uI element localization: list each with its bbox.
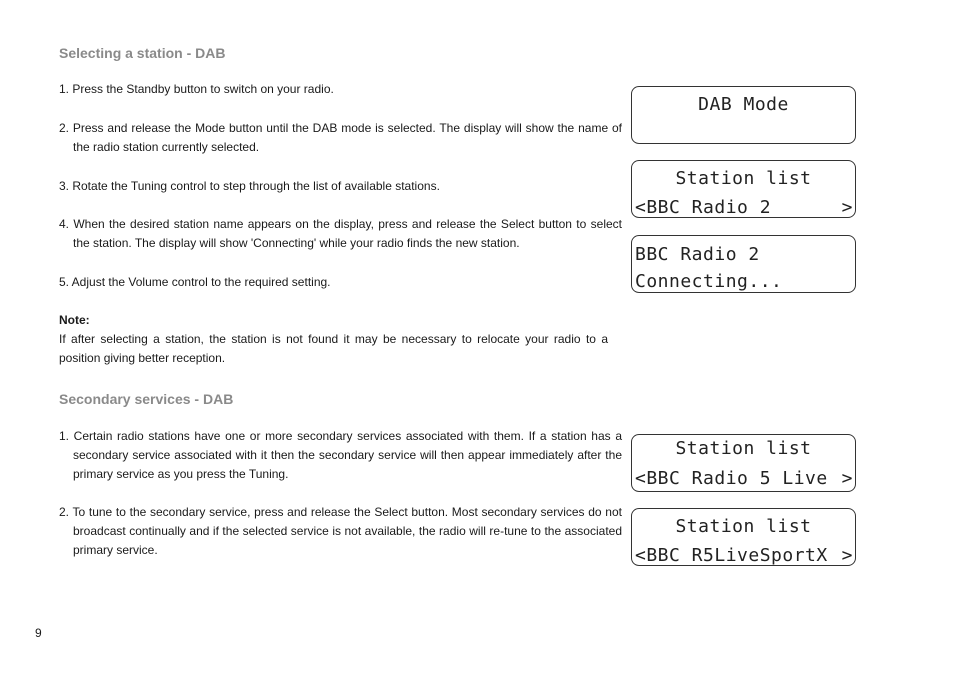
lcd-line-2: <BBC Radio 5 Live — [635, 468, 828, 489]
lcd-display-station-list-sportx — [631, 508, 856, 566]
note-title: Note: — [59, 313, 90, 327]
lcd-line-2: Connecting... — [635, 271, 783, 292]
lcd-line-1: BBC Radio 2 — [635, 244, 760, 265]
step-3: 3. Rotate the Tuning control to step through the list of available stations. — [59, 179, 440, 193]
lcd-line-1: DAB Mode — [698, 94, 789, 115]
page-number: 9 — [35, 626, 42, 640]
lcd-display-dab-mode — [631, 86, 856, 144]
lcd-line-1: Station list — [675, 438, 812, 459]
lcd-display-connecting — [631, 235, 856, 293]
note-text: If after selecting a station, the station is not found it may be necessary to relocate your radio to a position giving better reception. — [59, 332, 608, 365]
secondary-step-2: 2. To tune to the secondary service, press and release the Select button. Most secondary services do not broadcast continually and if the selected service is not available, the radio will re-tune to the associated primary service. — [59, 505, 622, 557]
lcd-line-2: <BBC R5LiveSportX — [635, 545, 828, 566]
lcd-line-1: Station list — [675, 168, 812, 189]
section-heading-selecting-station: Selecting a station - DAB — [59, 45, 226, 61]
section-heading-secondary-services: Secondary services - DAB — [59, 391, 234, 407]
lcd-line-2: <BBC Radio 2 — [635, 197, 772, 218]
lcd-right-arrow: > — [841, 545, 853, 566]
lcd-display-station-list-radio5 — [631, 434, 856, 492]
lcd-line-1: Station list — [675, 516, 812, 537]
step-4: 4. When the desired station name appears on the display, press and release the Select button to select the station. The display will show 'Connecting' while your radio finds the new station. — [59, 217, 622, 250]
secondary-step-1: 1. Certain radio stations have one or more secondary services associated with them. If a station has a secondary service associated with it then the secondary service will then appear immediately after the primary service as you press the Tuning. — [59, 429, 622, 481]
lcd-right-arrow: > — [841, 468, 853, 489]
step-2: 2. Press and release the Mode button until the DAB mode is selected. The display will show the name of the radio station currently selected. — [59, 121, 622, 154]
step-1: 1. Press the Standby button to switch on your radio. — [59, 82, 334, 96]
lcd-display-station-list-radio2 — [631, 160, 856, 218]
lcd-right-arrow: > — [841, 197, 853, 218]
step-5: 5. Adjust the Volume control to the required setting. — [59, 275, 331, 289]
